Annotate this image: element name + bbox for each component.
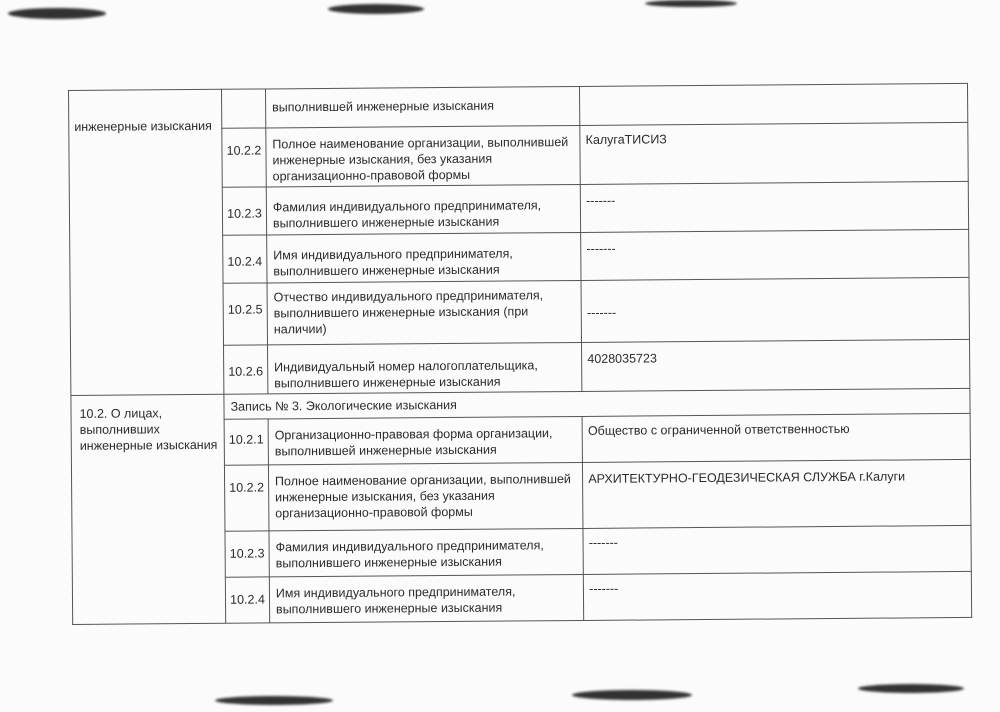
field-value: ------- [583, 525, 971, 574]
row-number: 10.2.6 [224, 345, 268, 394]
field-value: ------- [584, 571, 972, 620]
field-value: Общество с ограниченной ответственностью [582, 413, 970, 462]
section-label [71, 394, 226, 624]
engineering-surveys-table [68, 83, 972, 625]
row-number: 10.2.4 [225, 577, 269, 623]
field-value: АРХИТЕКТУРНО-ГЕОДЕЗИЧЕСКАЯ СЛУЖБА г.Калуги [583, 459, 971, 528]
scan-smudge [8, 8, 106, 19]
row-number: 10.2.2 [225, 465, 269, 531]
scan-smudge [328, 4, 424, 14]
scan-smudge [858, 684, 964, 693]
field-value: ------- [581, 229, 969, 280]
field-value: КалугаТИСИЗ [580, 122, 968, 184]
document-page [68, 83, 972, 658]
field-name: выполнившей инженерные изыскания [265, 86, 580, 127]
field-name: Полное наименование организации, выполнившей инженерные изыскания, без указания организационно-правовой формы [268, 462, 583, 530]
field-value: ------- [580, 181, 968, 232]
section-label-text: 10.2. О лицах, выполнивших инженерные изыскания [79, 406, 218, 453]
row-number: 10.2.5 [223, 283, 267, 345]
field-name: Фамилия индивидуального предпринимателя, выполнившего инженерные изыскания [266, 184, 581, 234]
field-name: Полное наименование организации, выполнившей инженерные изыскания, без указания организационно-правовой формы [266, 125, 581, 186]
row-number: 10.2.1 [224, 419, 268, 465]
field-name: Организационно-правовая форма организации, выполнившей инженерные изыскания [268, 416, 583, 464]
field-value: 4028035723 [582, 339, 970, 391]
field-name: Фамилия индивидуального предпринимателя, выполнившего инженерные изыскания [269, 528, 584, 576]
row-number: 10.2.4 [223, 235, 267, 283]
field-value: ------- [581, 277, 969, 342]
field-name: Имя индивидуального предпринимателя, выполнившего инженерные изыскания [269, 574, 584, 622]
section-label [69, 89, 224, 395]
field-name: Индивидуальный номер налогоплательщика, выполнившего инженерные изыскания [267, 342, 582, 393]
scan-smudge [215, 696, 333, 705]
field-name: Отчество индивидуального предпринимателя, выполнившего инженерные изыскания (при наличии) [267, 280, 582, 344]
row-number: 10.2.3 [222, 187, 266, 235]
field-value [580, 83, 968, 125]
scan-smudge [572, 690, 692, 700]
record-header: Запись № 3. Экологические изыскания [224, 388, 970, 419]
row-number [222, 89, 266, 128]
row-number: 10.2.2 [222, 128, 266, 187]
field-name: Имя индивидуального предпринимателя, выполнившего инженерные изыскания [267, 232, 582, 282]
row-number: 10.2.3 [225, 531, 269, 577]
section-label-text: инженерные изыскания [74, 118, 212, 134]
scan-smudge [645, 0, 737, 7]
